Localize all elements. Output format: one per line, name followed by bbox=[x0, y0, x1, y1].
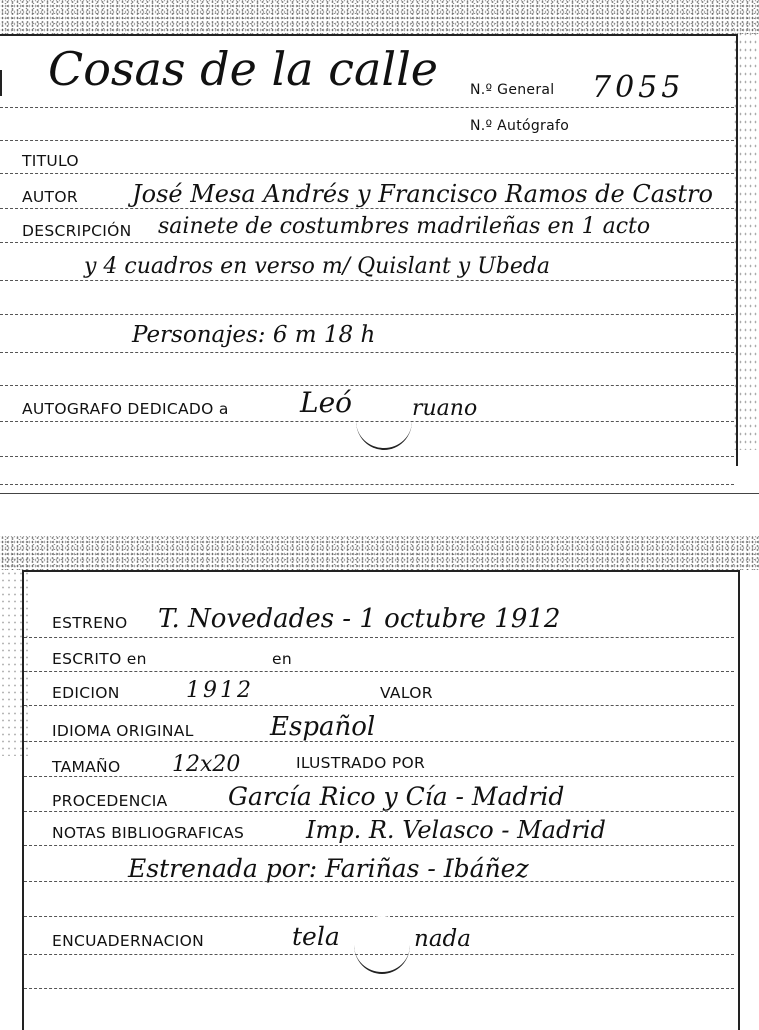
autor-value: José Mesa Andrés y Francisco Ramos de Castro bbox=[132, 180, 713, 208]
catalog-card-back bbox=[0, 536, 759, 1028]
personajes-note: Personajes: 6 m 18 h bbox=[132, 322, 376, 348]
estreno-label: ESTRENO bbox=[52, 614, 128, 632]
ruled-line bbox=[24, 637, 734, 638]
card-speckle-edge bbox=[0, 536, 759, 570]
ruled-line bbox=[0, 208, 734, 209]
ruled-line bbox=[0, 314, 734, 315]
estreno-value: T. Novedades - 1 octubre 1912 bbox=[158, 604, 561, 634]
ruled-line bbox=[0, 352, 734, 353]
procedencia-value: García Rico y Cía - Madrid bbox=[228, 782, 565, 811]
title-handwritten: Cosas de la calle bbox=[48, 42, 439, 96]
idioma-label: IDIOMA ORIGINAL bbox=[52, 722, 194, 740]
ruled-line bbox=[24, 954, 734, 955]
ruled-line bbox=[0, 484, 734, 485]
encuadernacion-value-start: tela bbox=[292, 922, 340, 951]
card-separator bbox=[0, 493, 759, 494]
ruled-line bbox=[0, 456, 734, 457]
autografo-number-label: N.º Autógrafo bbox=[470, 118, 570, 134]
ruled-line bbox=[24, 881, 734, 882]
descripcion-label: DESCRIPCIÓN bbox=[22, 222, 132, 240]
descripcion-line2: y 4 cuadros en verso m/ Quislant y Ubeda bbox=[84, 254, 551, 279]
valor-label: VALOR bbox=[380, 684, 433, 702]
tamano-value: 12x20 bbox=[172, 752, 241, 777]
ruled-line bbox=[0, 421, 734, 422]
dedicado-value-start: Leó bbox=[300, 386, 353, 419]
ruled-line bbox=[24, 741, 734, 742]
ruled-line bbox=[24, 845, 734, 846]
edicion-label: EDICION bbox=[52, 684, 120, 702]
notas-value: Imp. R. Velasco - Madrid bbox=[306, 816, 606, 844]
dedicado-label: AUTOGRAFO DEDICADO a bbox=[22, 400, 229, 418]
ruled-line bbox=[24, 776, 734, 777]
ruled-line bbox=[0, 242, 734, 243]
catalog-card-front bbox=[0, 0, 759, 500]
tamano-label: TAMAÑO bbox=[52, 758, 121, 776]
ruled-line bbox=[24, 988, 734, 989]
escrito-en-label: en bbox=[272, 650, 292, 668]
edicion-value: 1912 bbox=[186, 678, 254, 703]
encuadernacion-label: ENCUADERNACION bbox=[52, 932, 204, 950]
ruled-line bbox=[24, 705, 734, 706]
idioma-value: Español bbox=[270, 712, 376, 742]
ruled-line bbox=[0, 107, 734, 108]
escrito-label: ESCRITO en bbox=[52, 650, 147, 668]
notas-label: NOTAS BIBLIOGRAFICAS bbox=[52, 824, 245, 842]
procedencia-label: PROCEDENCIA bbox=[52, 792, 168, 810]
encuadernacion-value-end: nada bbox=[414, 926, 471, 952]
ruled-line bbox=[0, 173, 734, 174]
ruled-line bbox=[0, 385, 734, 386]
ruled-line bbox=[0, 280, 734, 281]
general-number-label: N.º General bbox=[470, 82, 555, 98]
general-number-value: 7055 bbox=[592, 70, 685, 105]
ilustrado-label: ILUSTRADO POR bbox=[296, 754, 426, 772]
card-speckle-edge bbox=[0, 0, 759, 34]
titulo-label: TITULO bbox=[22, 152, 79, 170]
punch-hole bbox=[354, 916, 410, 974]
ruled-line bbox=[24, 671, 734, 672]
autor-label: AUTOR bbox=[22, 188, 78, 206]
descripcion-line1: sainete de costumbres madrileñas en 1 acto bbox=[158, 214, 651, 239]
ruled-line bbox=[0, 140, 734, 141]
ruled-line bbox=[24, 811, 734, 812]
notas-line2: Estrenada por: Fariñas - Ibáñez bbox=[128, 854, 529, 883]
dedicado-value-end: ruano bbox=[412, 396, 478, 421]
